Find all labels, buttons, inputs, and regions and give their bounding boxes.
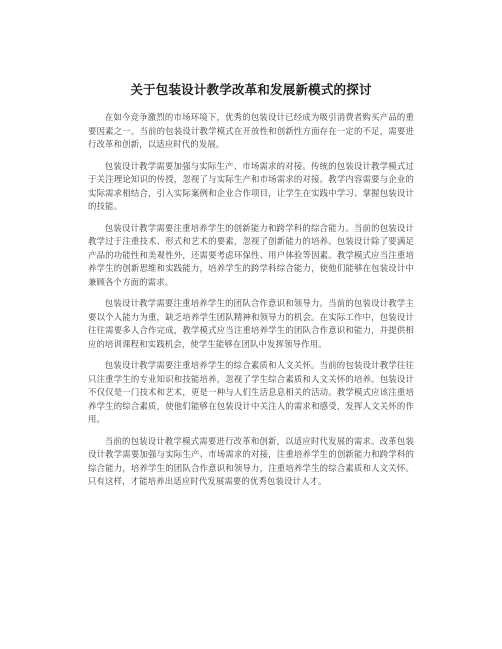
- paragraph-5: 包装设计教学需要注重培养学生的综合素质和人文关怀。当前的包装设计教学往往只注重学生的专业知识和技能培养，忽视了学生综合素质和人文关怀的培养。包装设计不仅仅是一门技术和艺术，更是一种与人们生活息息相关的活动。教学模式应该注重培养学生的综合素质，使他们能够在包装设计中关注人的需求和感受，发挥人文关怀的作用。: [88, 360, 414, 424]
- paragraph-2: 包装设计教学需要加强与实际生产、市场需求的对接。传统的包装设计教学模式过于关注理论知识的传授，忽视了与实际生产和市场需求的对接。教学内容需要与企业的实际需求相结合，引入实际案例和企业合作项目，让学生在实践中学习、掌握包装设计的技能。: [88, 160, 414, 211]
- paragraph-3: 包装设计教学需要注重培养学生的创新能力和跨学科的综合能力。当前的包装设计教学过于注重技术、形式和艺术的要素，忽视了创新能力的培养。包装设计除了要满足产品的功能性和美观性外，还需要考虑环保性、用户体验等因素。教学模式应当注重培养学生的创新思维和实践能力，培养学生的跨学科综合能力，使他们能够在包装设计中兼顾各个方面的需求。: [88, 222, 414, 287]
- paragraph-1: 在如今竞争激烈的市场环境下，优秀的包装设计已经成为吸引消费者购买产品的重要因素之一。当前的包装设计教学模式在开放性和创新性方面存在一定的不足，需要进行改革和创新，以适应时代的发展。: [88, 112, 414, 149]
- document-page: [88, 80, 414, 497]
- paragraph-4: 包装设计教学需要注重培养学生的团队合作意识和领导力。当前的包装设计教学主要以个人能力为重，缺乏培养学生团队精神和领导力的机会。在实际工作中，包装设计往往需要多人合作完成，教学模式应当注重培养学生的团队合作意识和能力，并提供相应的培训课程和实践机会，使学生能够在团队中发挥领导作用。: [88, 298, 414, 349]
- document-title: 关于包装设计教学改革和发展新模式的探讨: [130, 82, 372, 97]
- paragraph-6: 当前的包装设计教学模式需要进行改革和创新，以适应时代发展的需求。改革包装设计教学需要加强与实际生产、市场需求的对接，注重培养学生的创新能力和跨学科的综合能力，培养学生的团队合作意识和领导力，注重培养学生的综合素质和人文关怀。只有这样，才能培养出适应时代发展需要的优秀包装设计人才。: [88, 435, 414, 486]
